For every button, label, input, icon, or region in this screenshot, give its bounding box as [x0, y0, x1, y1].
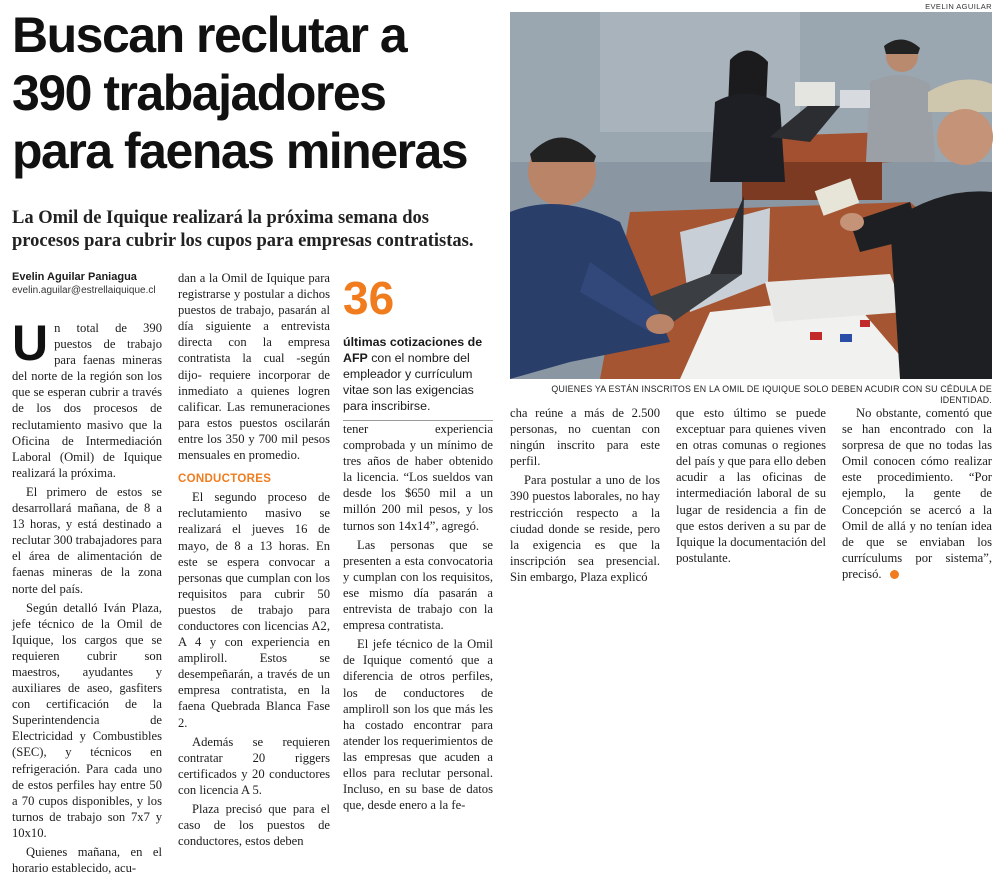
stat-text-bold: últimas cotizaciones de AFP — [343, 335, 483, 365]
article-column-2 — [178, 270, 330, 849]
paragraph: que esto último se puede exceptuar para quienes viven en otras comunas o regiones del país y que para ello deben acudir a las oficinas de intermediación laboral de su lugar de residencia a fin de que estos deriven a su par de Iquique la documentación del postulante. — [676, 406, 826, 565]
subheadline-line: La Omil de Iquique realizará la próxima semana dos — [12, 208, 429, 228]
paragraph — [842, 405, 992, 582]
paragraph: Según detalló Iván Plaza, jefe técnico de la Omil de Iquique, los cargos que se requieren cubrir son maestros, ayudantes y auxiliares de aseo, gasfiters con certificación de la Superintendencia de Electricidad y Combustibles (SEC), y técnicos en refrigeración. Para cada uno de estos perfiles hay entre 50 a 70 cupos disponibles, y los turnos de trabajo son 7x7 y 10x10. — [12, 600, 162, 840]
headline — [12, 6, 502, 180]
author-name: Evelin Aguilar Paniagua — [12, 271, 137, 283]
article-column-5 — [676, 405, 826, 566]
article-column-4 — [510, 405, 660, 585]
stat-number: 36 — [343, 272, 395, 324]
stat-callout — [343, 272, 498, 421]
article-column-3 — [343, 421, 493, 813]
paragraph: dan a la Omil de Iquique para registrarse y postular a dichos puestos de trabajo, pasarán al día siguiente a entrevista directa con la empresa contratista la cual -según dijo- requiere incorporar de inmediato a quienes logren calificar. Las remuneraciones para estos puestos oscilarán entre los 350 y 700 mil pesos mensuales en promedio. — [178, 271, 330, 463]
byline — [12, 270, 172, 297]
headline-line: para faenas mineras — [12, 123, 468, 179]
paragraph: Quienes mañana, en el horario establecido, acu- — [12, 845, 162, 876]
headline-line: 390 trabajadores — [12, 65, 386, 121]
paragraph: Para postular a uno de los 390 puestos laborales, no hay restricción respecto a la ciudad donde se reside, pero la exigencia es que la inscripción sea presencial. Sin embargo, Plaza explicó — [510, 473, 660, 584]
author-email: evelin.aguilar@estrellaiquique.cl — [12, 285, 156, 296]
paragraph: Las personas que se presenten a esta convocatoria y cumplan con los requisitos, ese mismo día pasarán a entrevista de trabajo con la empresa contratista. — [343, 537, 493, 633]
subheadline — [12, 207, 502, 253]
headline-line: Buscan reclutar a — [12, 7, 407, 63]
stat-text — [343, 334, 498, 414]
paragraph: cha reúne a más de 2.500 personas, no cuentan con ningún inscrito para este perfil. — [510, 406, 660, 469]
paragraph: El jefe técnico de la Omil de Iquique comentó que a diferencia de otros perfiles, los de conductores de ampliroll son los que más les ha costado encontrar para atender los requerimientos de las empresas que acuden a ellos para reclutar personal. Incluso, en su base de datos que, desde enero a la fe- — [343, 637, 493, 813]
photo-caption: QUIENES YA ESTÁN INSCRITOS EN LA OMIL DE IQUIQUE SOLO DEBEN ACUDIR CON SU CÉDULA DE IDENTIDAD. — [551, 384, 992, 405]
article-column-6 — [842, 405, 992, 582]
photo-credit: EVELIN AGUILAR — [925, 2, 992, 11]
stat-text-rest: con el nombre del empleador y currículum vitae son las exigencias para inscribirse. — [343, 351, 474, 413]
section-label: CONDUCTORES — [178, 473, 272, 486]
photo-illustration — [510, 12, 992, 379]
subheadline-line: procesos para cubrir los cupos para empresas contratistas. — [12, 231, 474, 251]
end-of-article-icon — [890, 570, 899, 579]
lead-paragraph — [12, 315, 162, 481]
paragraph: El segundo proceso de reclutamiento masivo se realizará el jueves 16 de mayo, de 8 a 13 horas. En este se espera convocar a personas que cumplan con los requisitos para cubrir 50 puestos de trabajo para conductores con licencias A2, A 4 y con experiencia en ampliroll. Estos se desempeñarán, a través de un empresa contratista, en la faena Quebrada Blanca Fase 2. — [178, 490, 330, 730]
article-photo — [510, 12, 992, 379]
paragraph: El primero de estos se desarrollará mañana, de 8 a 13 horas, y está destinado a reclutar 300 trabajadores para el área de alimentación de faenas mineras de la zona norte del país. — [12, 484, 162, 596]
closing-text: No obstante, comentó que se han encontrado con la sorpresa de que no todas las Omil conocen cómo realizar este procedimiento. “Por ejemplo, la gente de Concepción se acercó a la Omil de allá y no tenían idea de que se enviaban los currículums por sistema”, precisó. — [842, 406, 992, 581]
paragraph: Además se requieren contratar 20 riggers certificados y 20 conductores con licencia A 5. — [178, 734, 330, 797]
lead-text: n total de 390 puestos de trabajo para faenas mineras del norte de la región son los que se esperan cubrir a través de los dos procesos de reclutamiento masivo que la Oficina de Intermediación Laboral (Omil) de Iquique realizará la próxima. — [12, 321, 162, 480]
article-column-1 — [12, 315, 162, 876]
drop-cap: U — [12, 315, 49, 371]
paragraph: Plaza precisó que para el caso de los puestos de conductores, estos deben — [178, 802, 330, 849]
paragraph: tener experiencia comprobada y un mínimo de tres años de haber obtenido la licencia. “Los sueldos van desde los $650 mil a un millón 200 mil pesos, y los turnos son 14x14”, agregó. — [343, 422, 493, 533]
